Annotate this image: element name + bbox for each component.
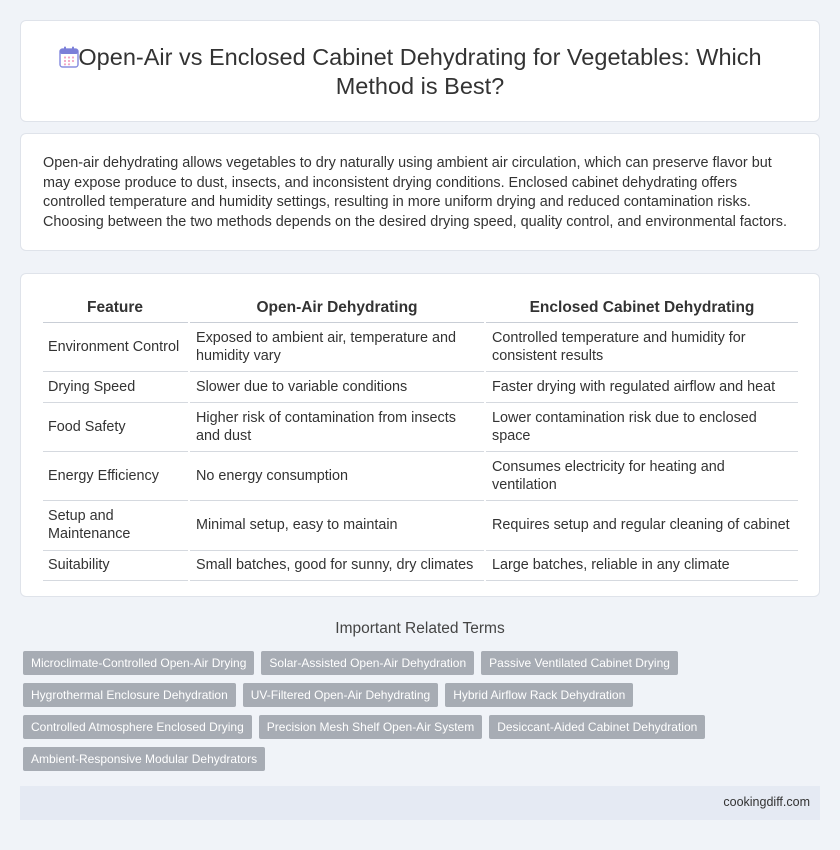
row-open-air: Slower due to variable conditions — [189, 371, 485, 402]
header-enclosed: Enclosed Cabinet Dehydrating — [485, 296, 798, 322]
table-row — [43, 371, 798, 402]
footer — [20, 786, 820, 820]
row-feature: Suitability — [43, 550, 189, 580]
related-terms-list — [23, 651, 723, 779]
intro-card — [20, 133, 820, 251]
table-row — [43, 322, 798, 371]
related-terms-title: Important Related Terms — [335, 620, 505, 637]
related-term-tag[interactable]: Precision Mesh Shelf Open-Air System — [259, 715, 482, 739]
footer-site-link[interactable]: cookingdiff.com — [723, 795, 810, 809]
related-term-tag[interactable]: Hybrid Airflow Rack Dehydration — [445, 683, 633, 707]
row-feature: Environment Control — [43, 322, 189, 371]
tag-row — [23, 683, 723, 707]
row-open-air: Higher risk of contamination from insects and dust — [189, 402, 485, 451]
row-feature: Energy Efficiency — [43, 451, 189, 500]
related-term-tag[interactable]: Microclimate-Controlled Open-Air Drying — [23, 651, 254, 675]
related-term-tag[interactable]: Desiccant-Aided Cabinet Dehydration — [489, 715, 705, 739]
row-open-air: Exposed to ambient air, temperature and humidity vary — [189, 322, 485, 371]
table-header-row — [43, 296, 798, 322]
row-enclosed: Controlled temperature and humidity for consistent results — [485, 322, 798, 371]
row-feature: Setup and Maintenance — [43, 500, 189, 550]
title-card — [20, 20, 820, 122]
related-term-tag[interactable]: Controlled Atmosphere Enclosed Drying — [23, 715, 252, 739]
page-title: Open-Air vs Enclosed Cabinet Dehydrating for Vegetables: Which Method is Best? — [78, 44, 762, 99]
header-open-air: Open-Air Dehydrating — [189, 296, 485, 322]
tag-row — [23, 651, 723, 675]
row-open-air: Small batches, good for sunny, dry climates — [189, 550, 485, 580]
tag-row — [23, 715, 723, 739]
row-enclosed: Faster drying with regulated airflow and heat — [485, 371, 798, 402]
header-feature: Feature — [43, 296, 189, 322]
row-enclosed: Consumes electricity for heating and ventilation — [485, 451, 798, 500]
intro-paragraph: Open-air dehydrating allows vegetables to dry naturally using ambient air circulation, which can preserve flavor but may expose produce to dust, insects, and inconsistent drying conditions. Enclosed cabinet dehydrating offers controlled temperature and humidity settings, resulting in more uniform drying and reduced contamination risks. Choosing between the two methods depends on the desired drying speed, quality control, and environmental factors. — [43, 155, 787, 230]
table-row — [43, 451, 798, 500]
row-feature: Drying Speed — [43, 371, 189, 402]
comparison-card — [20, 273, 820, 597]
table-row — [43, 402, 798, 451]
related-term-tag[interactable]: Passive Ventilated Cabinet Drying — [481, 651, 678, 675]
related-term-tag[interactable]: Hygrothermal Enclosure Dehydration — [23, 683, 236, 707]
row-open-air: Minimal setup, easy to maintain — [189, 500, 485, 550]
row-enclosed: Requires setup and regular cleaning of cabinet — [485, 500, 798, 550]
comparison-table — [43, 296, 798, 581]
row-feature: Food Safety — [43, 402, 189, 451]
row-enclosed: Lower contamination risk due to enclosed space — [485, 402, 798, 451]
row-open-air: No energy consumption — [189, 451, 485, 500]
related-term-tag[interactable]: UV-Filtered Open-Air Dehydrating — [243, 683, 438, 707]
table-row — [43, 550, 798, 580]
related-term-tag[interactable]: Ambient-Responsive Modular Dehydrators — [23, 747, 265, 771]
related-term-tag[interactable]: Solar-Assisted Open-Air Dehydration — [261, 651, 474, 675]
table-row — [43, 500, 798, 550]
row-enclosed: Large batches, reliable in any climate — [485, 550, 798, 580]
tag-row — [23, 747, 723, 771]
